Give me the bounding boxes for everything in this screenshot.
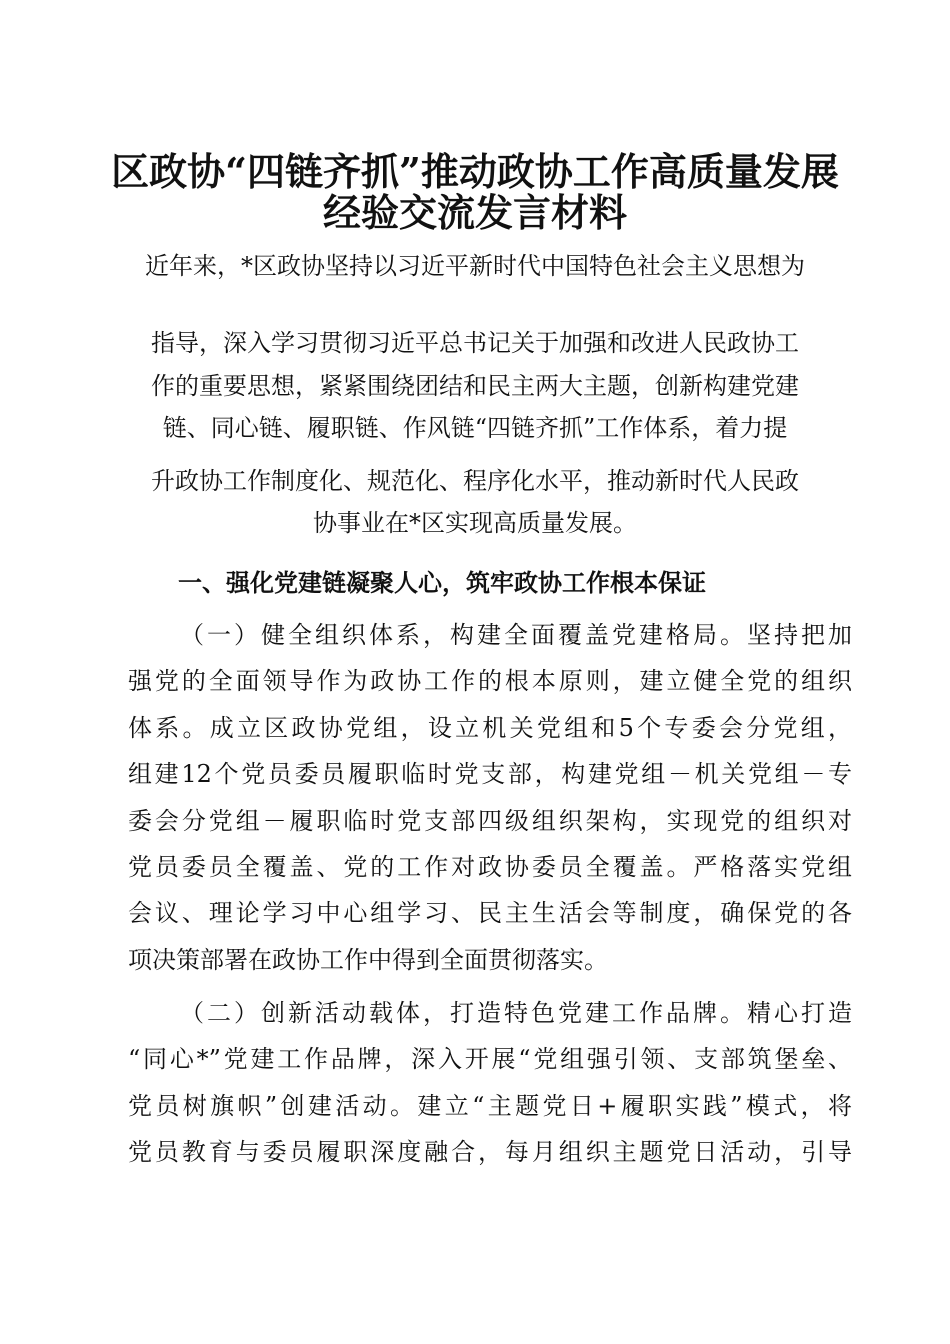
intro-line: 作的重要思想，紧紧围绕团结和民主两大主题，创新构建党建 xyxy=(151,372,799,400)
paragraph-line: 党员树旗帜”创建活动。建立“主题党日+履职实践”模式，将 xyxy=(128,1091,852,1120)
paragraph-line: 体系。成立区政协党组，设立机关党组和5个专委会分党组， xyxy=(128,713,852,742)
paragraph-line: 委会分党组－履职临时党支部四级组织架构，实现党的组织对 xyxy=(128,806,852,835)
paragraph-2 xyxy=(128,990,852,1176)
paragraph-line: 组建12个党员委员履职临时党支部，构建党组－机关党组－专 xyxy=(128,760,852,789)
paragraph-line: “同心*”党建工作品牌，深入开展“党组强引领、支部筑堡垒、 xyxy=(128,1045,852,1074)
paragraph-line: 会议、理论学习中心组学习、民主生活会等制度，确保党的各 xyxy=(128,899,852,928)
paragraph-line: 强党的全面领导作为政协工作的根本原则，建立健全党的组织 xyxy=(128,667,852,696)
document-title-line1: 区政协“四链齐抓”推动政协工作高质量发展 xyxy=(111,149,839,194)
intro-line: 链、同心链、履职链、作风链“四链齐抓”工作体系，着力提 xyxy=(162,414,788,442)
paragraph-line: （二）创新活动载体，打造特色党建工作品牌。精心打造 xyxy=(180,999,852,1027)
document-title-line2: 经验交流发言材料 xyxy=(322,190,627,235)
paragraph-line: 党员委员全覆盖、党的工作对政协委员全覆盖。严格落实党组 xyxy=(128,852,852,881)
paragraph-line: 党员教育与委员履职深度融合，每月组织主题党日活动，引导 xyxy=(128,1138,852,1167)
intro-line: 指导，深入学习贯彻习近平总书记关于加强和改进人民政协工 xyxy=(151,329,799,357)
intro-line: 近年来，*区政协坚持以习近平新时代中国特色社会主义思想为 xyxy=(145,252,805,280)
paragraph-line: （一）健全组织体系，构建全面覆盖党建格局。坚持把加 xyxy=(180,621,852,649)
intro-line: 协事业在*区实现高质量发展。 xyxy=(313,509,637,537)
paragraph-1 xyxy=(128,612,852,983)
intro-line: 升政协工作制度化、规范化、程序化水平，推动新时代人民政 xyxy=(151,467,799,495)
paragraph-line: 项决策部署在政协工作中得到全面贯彻落实。 xyxy=(128,945,608,974)
section-heading: 一、强化党建链凝聚人心，筑牢政协工作根本保证 xyxy=(178,569,706,597)
